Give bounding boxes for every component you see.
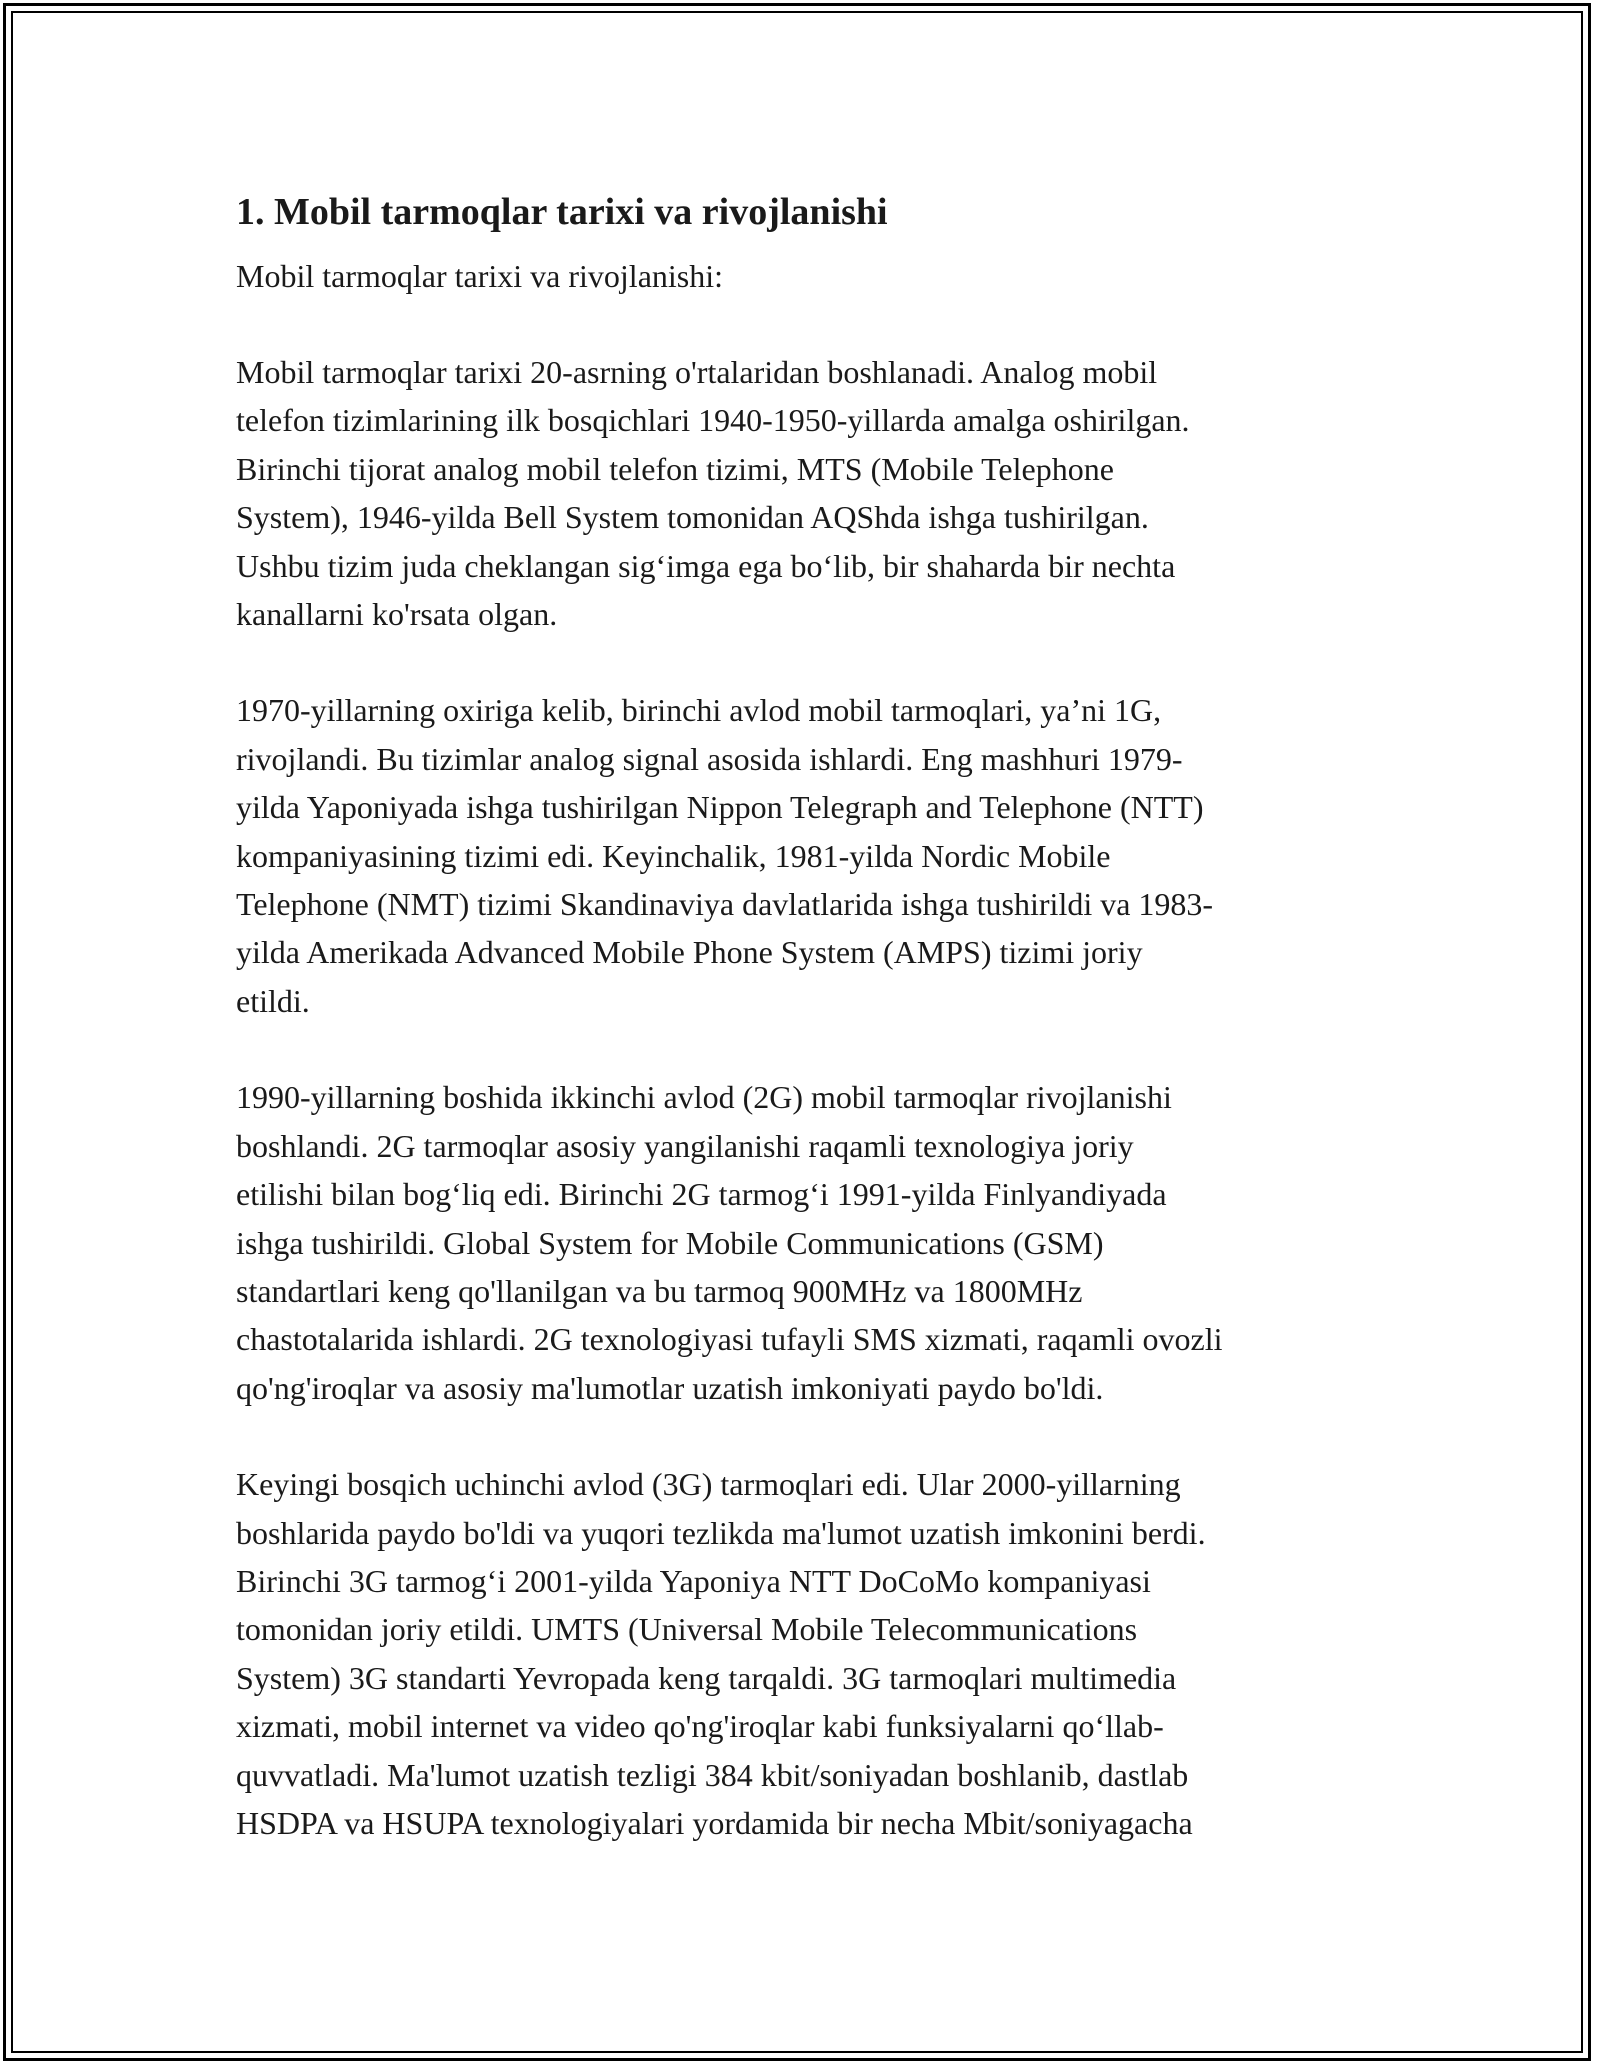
paragraph-line: boshlandi. 2G tarmoqlar asosiy yangilanishi raqamli texnologiya joriy (236, 1127, 1134, 1164)
paragraph-1 (236, 348, 1376, 638)
paragraph-line: qo'ng'iroqlar va asosiy ma'lumotlar uzatish imkoniyati paydo bo'ldi. (236, 1369, 1104, 1406)
paragraph-line: quvvatladi. Ma'lumot uzatish tezligi 384 kbit/soniyadan boshlanib, dastlab (236, 1756, 1189, 1793)
paragraph-line: kompaniyasining tizimi edi. Keyinchalik, 1981-yilda Nordic Mobile (236, 837, 1111, 874)
paragraph-line: telefon tizimlarining ilk bosqichlari 1940-1950-yillarda amalga oshirilgan. (236, 402, 1190, 439)
paragraph-line: chastotalarida ishlardi. 2G texnologiyasi tufayli SMS xizmati, raqamli ovozli (236, 1321, 1223, 1358)
paragraph-line: 1990-yillarning boshida ikkinchi avlod (2G) mobil tarmoqlar rivojlanishi (236, 1079, 1172, 1116)
paragraph-line: Telephone (NMT) tizimi Skandinaviya davlatlarida ishga tushirildi va 1983- (236, 886, 1214, 923)
paragraph-line: yilda Amerikada Advanced Mobile Phone System (AMPS) tizimi joriy (236, 934, 1143, 971)
paragraph-line: yilda Yaponiyada ishga tushirilgan Nippon Telegraph and Telephone (NTT) (236, 789, 1204, 826)
paragraph-4 (236, 1460, 1376, 1847)
paragraph-line: kanallarni ko'rsata olgan. (236, 596, 558, 633)
paragraph-line: standartlari keng qo'llanilgan va bu tarmoq 900MHz va 1800MHz (236, 1272, 1083, 1309)
paragraph-line: System), 1946-yilda Bell System tomonidan AQShda ishga tushirilgan. (236, 499, 1149, 536)
paragraph-line: HSDPA va HSUPA texnologiyalari yordamida bir necha Mbit/soniyagacha (236, 1804, 1193, 1841)
paragraph-line: Birinchi tijorat analog mobil telefon tizimi, MTS (Mobile Telephone (236, 450, 1114, 487)
paragraph-line: Ushbu tizim juda cheklangan sig‘imga ega bo‘lib, bir shaharda bir nechta (236, 547, 1176, 584)
paragraph-line: etildi. (236, 982, 310, 1019)
paragraph-line: 1970-yillarning oxiriga kelib, birinchi avlod mobil tarmoqlari, ya’ni 1G, (236, 692, 1162, 729)
paragraph-2 (236, 686, 1376, 1025)
paragraph-line: etilishi bilan bog‘liq edi. Birinchi 2G tarmog‘i 1991-yilda Finlyandiyada (236, 1176, 1167, 1213)
document-content (236, 186, 1376, 1895)
paragraph-line: ishga tushirildi. Global System for Mobile Communications (GSM) (236, 1224, 1104, 1261)
paragraph-line: Mobil tarmoqlar tarixi 20-asrning o'rtalaridan boshlanadi. Analog mobil (236, 354, 1158, 390)
paragraph-line: Keyingi bosqich uchinchi avlod (3G) tarmoqlari edi. Ular 2000-yillarning (236, 1466, 1181, 1503)
paragraph-line: tomonidan joriy etildi. UMTS (Universal Mobile Telecommunications (236, 1611, 1138, 1648)
paragraph-line: Birinchi 3G tarmog‘i 2001-yilda Yaponiya NTT DoCoMo kompaniyasi (236, 1562, 1151, 1599)
section-heading: 1. Mobil tarmoqlar tarixi va rivojlanishi (236, 191, 888, 233)
paragraph-line: System) 3G standarti Yevropada keng tarqaldi. 3G tarmoqlari multimedia (236, 1659, 1177, 1696)
paragraph-line: boshlarida paydo bo'ldi va yuqori tezlikda ma'lumot uzatish imkonini berdi. (236, 1514, 1206, 1551)
paragraph-3 (236, 1073, 1376, 1412)
paragraph-line: xizmati, mobil internet va video qo'ng'iroqlar kabi funksiyalarni qo‘llab- (236, 1708, 1164, 1745)
paragraph-line: rivojlandi. Bu tizimlar analog signal asosida ishlardi. Eng mashhuri 1979- (236, 740, 1183, 777)
section-subtitle: Mobil tarmoqlar tarixi va rivojlanishi: (236, 258, 724, 294)
